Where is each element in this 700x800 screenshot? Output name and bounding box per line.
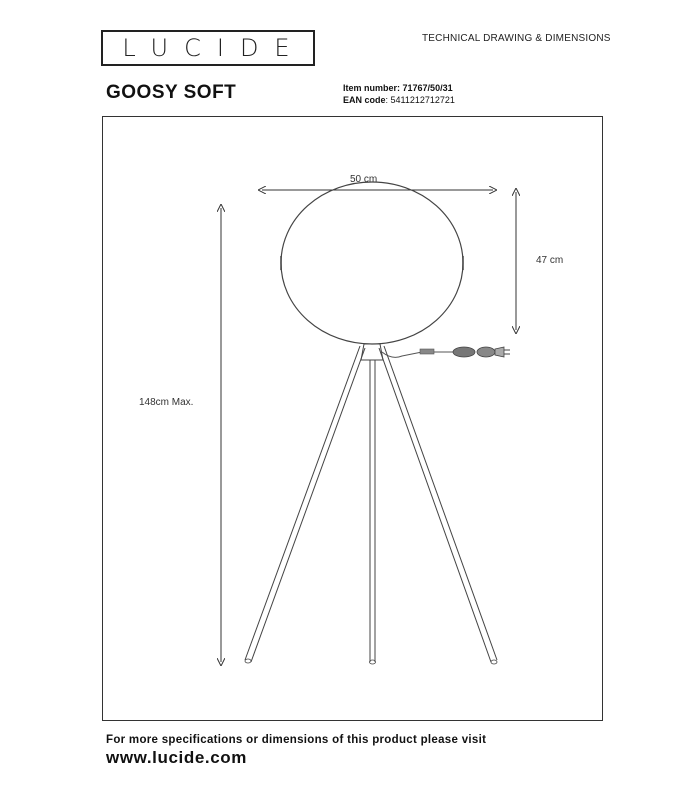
ean-code-label: EAN code (343, 95, 386, 105)
shade-height-dimension-label: 47 cm (536, 255, 564, 266)
footer-note: For more specifications or dimensions of this product please visit (106, 734, 487, 746)
brand-logo (101, 30, 315, 66)
power-plug (495, 347, 504, 357)
width-dimension-label: 50 cm (350, 174, 378, 185)
lamp-shade (281, 182, 463, 344)
item-number (343, 83, 453, 93)
tripod-leg-right (379, 346, 497, 664)
ean-code-value: : 5411212712721 (385, 95, 455, 105)
product-name: GOOSY SOFT (106, 82, 237, 103)
item-number-label: Item number: (343, 83, 401, 93)
technical-drawing (102, 116, 603, 721)
tripod-leg-center (370, 360, 376, 664)
cable-coil-2 (477, 347, 495, 357)
website-link[interactable]: www.lucide.com (106, 748, 247, 767)
ean-code (343, 95, 455, 105)
item-number-value: 71767/50/31 (402, 83, 453, 93)
tripod-leg-left (245, 346, 365, 663)
cable-switch (420, 349, 434, 354)
tripod-head (361, 344, 383, 360)
cable-coil (453, 347, 475, 357)
document-type: TECHNICAL DRAWING & DIMENSIONS (422, 33, 611, 44)
total-height-dimension-label: 148cm Max. (139, 397, 194, 408)
brand-logo-text: LUCIDE (122, 34, 306, 62)
